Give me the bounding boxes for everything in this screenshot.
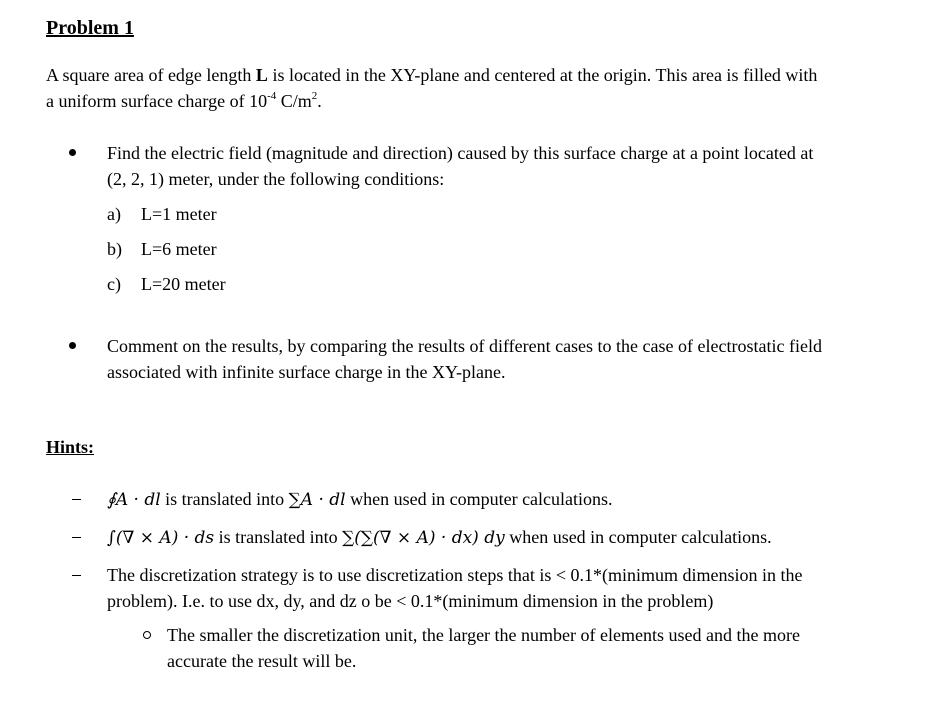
edge-length-symbol: L bbox=[255, 65, 268, 85]
problem-title: Problem 1 bbox=[46, 17, 134, 39]
units-exponent: 2 bbox=[311, 90, 318, 102]
hint-surface-integral: ∫(∇ × A) · ds is translated into ∑(∑(∇ × A) · dx) dy when used in computer calculations. bbox=[107, 527, 772, 548]
sub-hint-accuracy: The smaller the discretization unit, the larger the number of elements used and the more accurate the result will be. bbox=[167, 625, 800, 671]
dash-marker bbox=[72, 499, 81, 500]
hints-heading: Hints: bbox=[46, 437, 95, 457]
condition-c: c) L=20 meter bbox=[107, 274, 226, 294]
intro-line-1: A square area of edge length L is located in the XY-plane and centered at the origin. This area is filled with bbox=[46, 65, 818, 85]
condition-a: a) L=1 meter bbox=[107, 204, 217, 224]
dash-marker bbox=[72, 575, 81, 576]
hollow-bullet-marker bbox=[143, 631, 151, 639]
dash-marker bbox=[72, 537, 81, 538]
hint-line-integral: ∮A · dl is translated into ∑A · dl when used in computer calculations. bbox=[107, 489, 613, 510]
bullet-marker bbox=[69, 342, 76, 349]
intro-line-2: a uniform surface charge of $10^{-4}$ $C/m^2$. bbox=[46, 90, 322, 111]
intro-paragraph bbox=[46, 62, 902, 114]
charge-exponent: -4 bbox=[267, 90, 277, 102]
condition-b: b) L=6 meter bbox=[107, 239, 217, 259]
bullet-comment: Comment on the results, by comparing the results of different cases to the case of electrostatic field associated with infinite surface charge in the XY-plane. bbox=[107, 336, 822, 382]
bullet-marker bbox=[69, 149, 76, 156]
bullet-find-field: Find the electric field (magnitude and direction) caused by this surface charge at a point located at (2, 2, 1) meter, under the following conditions: bbox=[107, 143, 814, 189]
hint-discretization: The discretization strategy is to use discretization steps that is < 0.1*(minimum dimension in the problem). I.e. to use dx, dy, and dz o be < 0.1*(minimum dimension in the problem) bbox=[107, 565, 803, 611]
